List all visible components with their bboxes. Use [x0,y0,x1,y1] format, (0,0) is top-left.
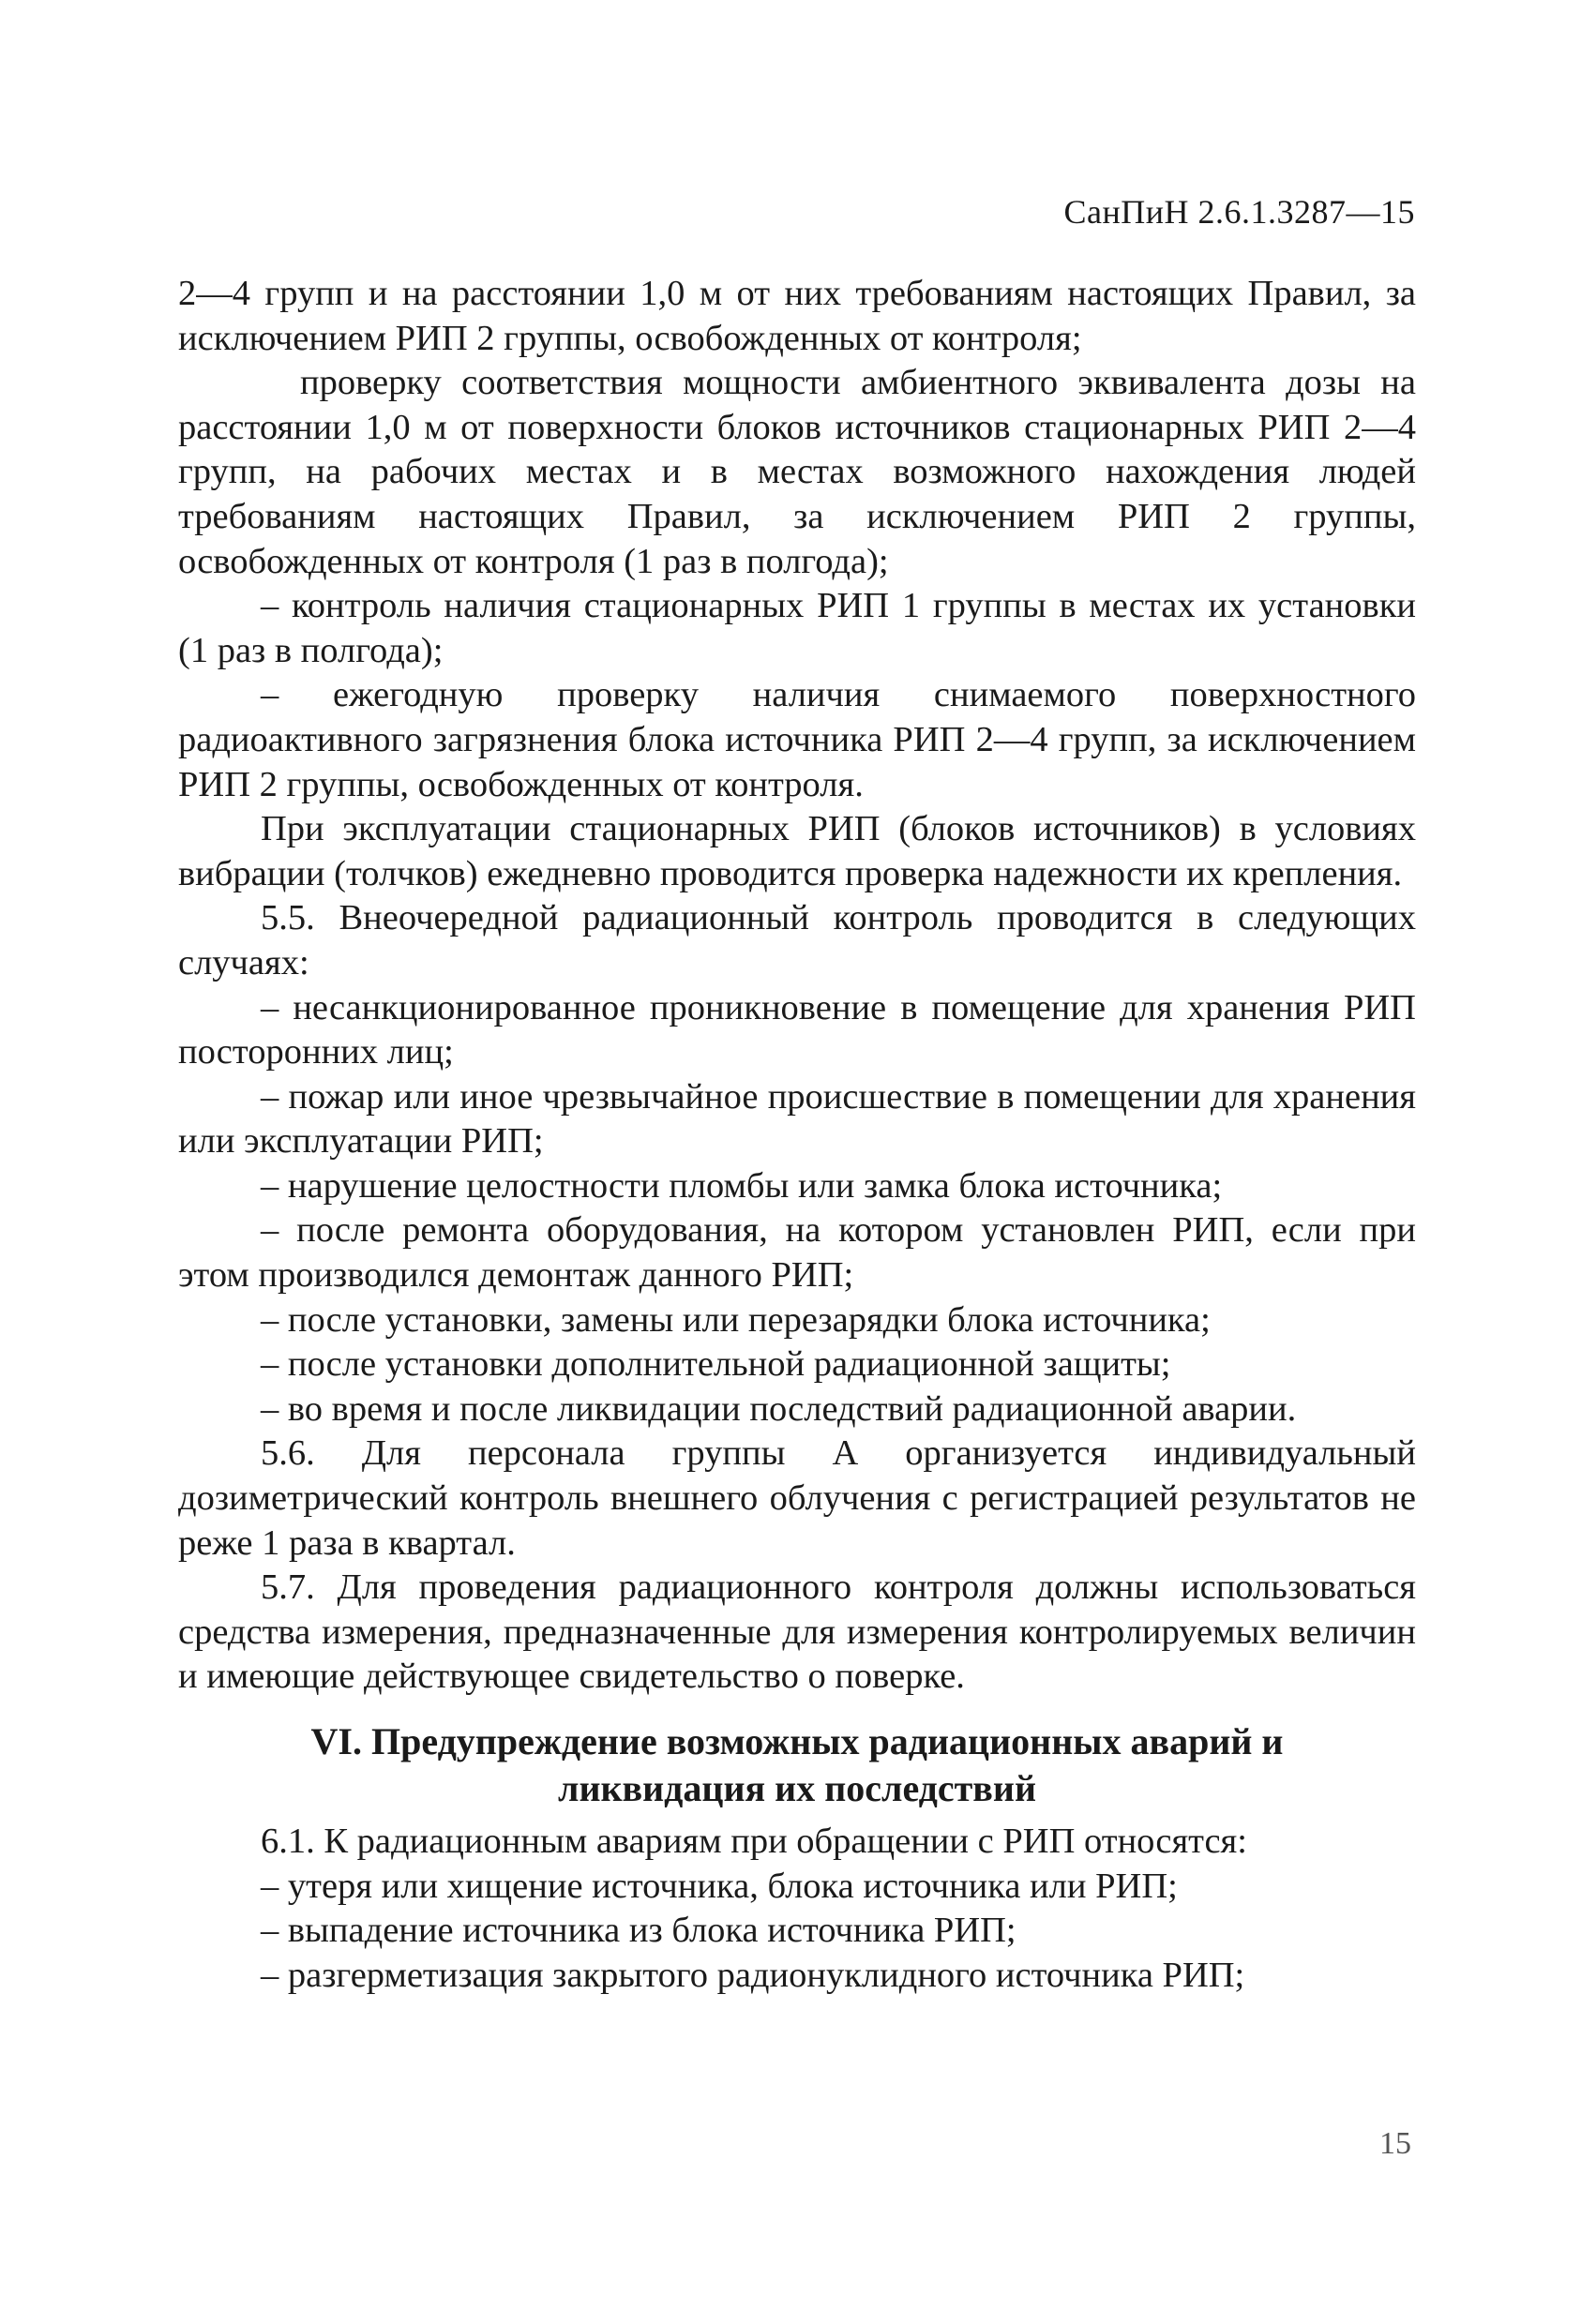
page-number: 15 [1379,2126,1411,2161]
clause-5-5: 5.5. Внеочередной радиационный контроль проводится в следующих случаях: [178,898,1416,982]
clause-5-7: 5.7. Для проведения радиационного контроля должны использоваться средства измерения, предназначенные для измерения контролируемых величин и имеющие действующее свидетельство о поверке. [178,1567,1416,1697]
list-item-annual-contamination-check: – ежегодную проверку наличия снимаемого поверхностного радиоактивного загрязнения блока источника РИП 2—4 групп, за исключением РИП 2 группы, освобожденных от контроля. [178,675,1416,804]
list-item-source-dropout: – выпадение источника из блока источника РИП; [261,1911,1016,1951]
clause-6-1: 6.1. К радиационным авариям при обращении с РИП относятся: [261,1822,1247,1861]
list-item-seal-violation: – нарушение целостности пломбы или замка блока источника; [261,1165,1223,1206]
list-item-after-installation: – после установки, замены или перезарядки блока источника; [261,1299,1211,1340]
paragraph-vibration-check: При эксплуатации стационарных РИП (блоков источников) в условиях вибрации (толчков) ежедневно проводится проверка надежности их крепления. [178,809,1416,893]
list-item-after-repair: – после ремонта оборудования, на котором установлен РИП, если при этом производился демонтаж данного РИП; [178,1210,1416,1296]
list-item-additional-shielding: – после установки дополнительной радиационной защиты; [261,1344,1171,1385]
paragraph-continuation: 2—4 групп и на расстоянии 1,0 м от них требованиям настоящих Правил, за исключением РИП 2 группы, освобожденных от контроля; [178,274,1416,358]
list-item-fire-emergency: – пожар или иное чрезвычайное происшествие в помещении для хранения или эксплуатации РИП; [178,1076,1416,1162]
clause-5-6: 5.6. Для персонала группы А организуется индивидуальный дозиметрический контроль внешнего облучения с регистрацией результатов не реже 1 раза в квартал. [178,1433,1416,1563]
list-item-depressurization: – разгерметизация закрытого радионуклидного источника РИП; [261,1955,1245,1995]
list-item-unauthorized-access: – несанкционированное проникновение в помещение для хранения РИП посторонних лиц; [178,987,1416,1072]
paragraph-dose-rate-check: проверку соответствия мощности амбиентного эквивалента дозы на расстоянии 1,0 м от поверхности блоков источников стационарных РИП 2—4 групп, на рабочих местах и в местах возможного нахождения людей требованиям настоящих Правил, за исключением РИП 2 группы, освобожденных от контроля (1 раз в полгода); [178,363,1416,581]
list-item-loss-theft: – утеря или хищение источника, блока источника или РИП; [261,1866,1178,1906]
page-body [178,272,1416,1998]
section-heading-vi: VI. Предупреждение возможных радиационных аварий и ликвидация их последствий [310,1720,1284,1809]
list-item-installation-control: – контроль наличия стационарных РИП 1 группы в местах их установки (1 раз в полгода); [178,586,1416,670]
running-header-document-code: СанПиН 2.6.1.3287—15 [1063,193,1415,231]
list-item-accident-liquidation: – во время и после ликвидации последствий радиационной аварии. [261,1388,1297,1429]
